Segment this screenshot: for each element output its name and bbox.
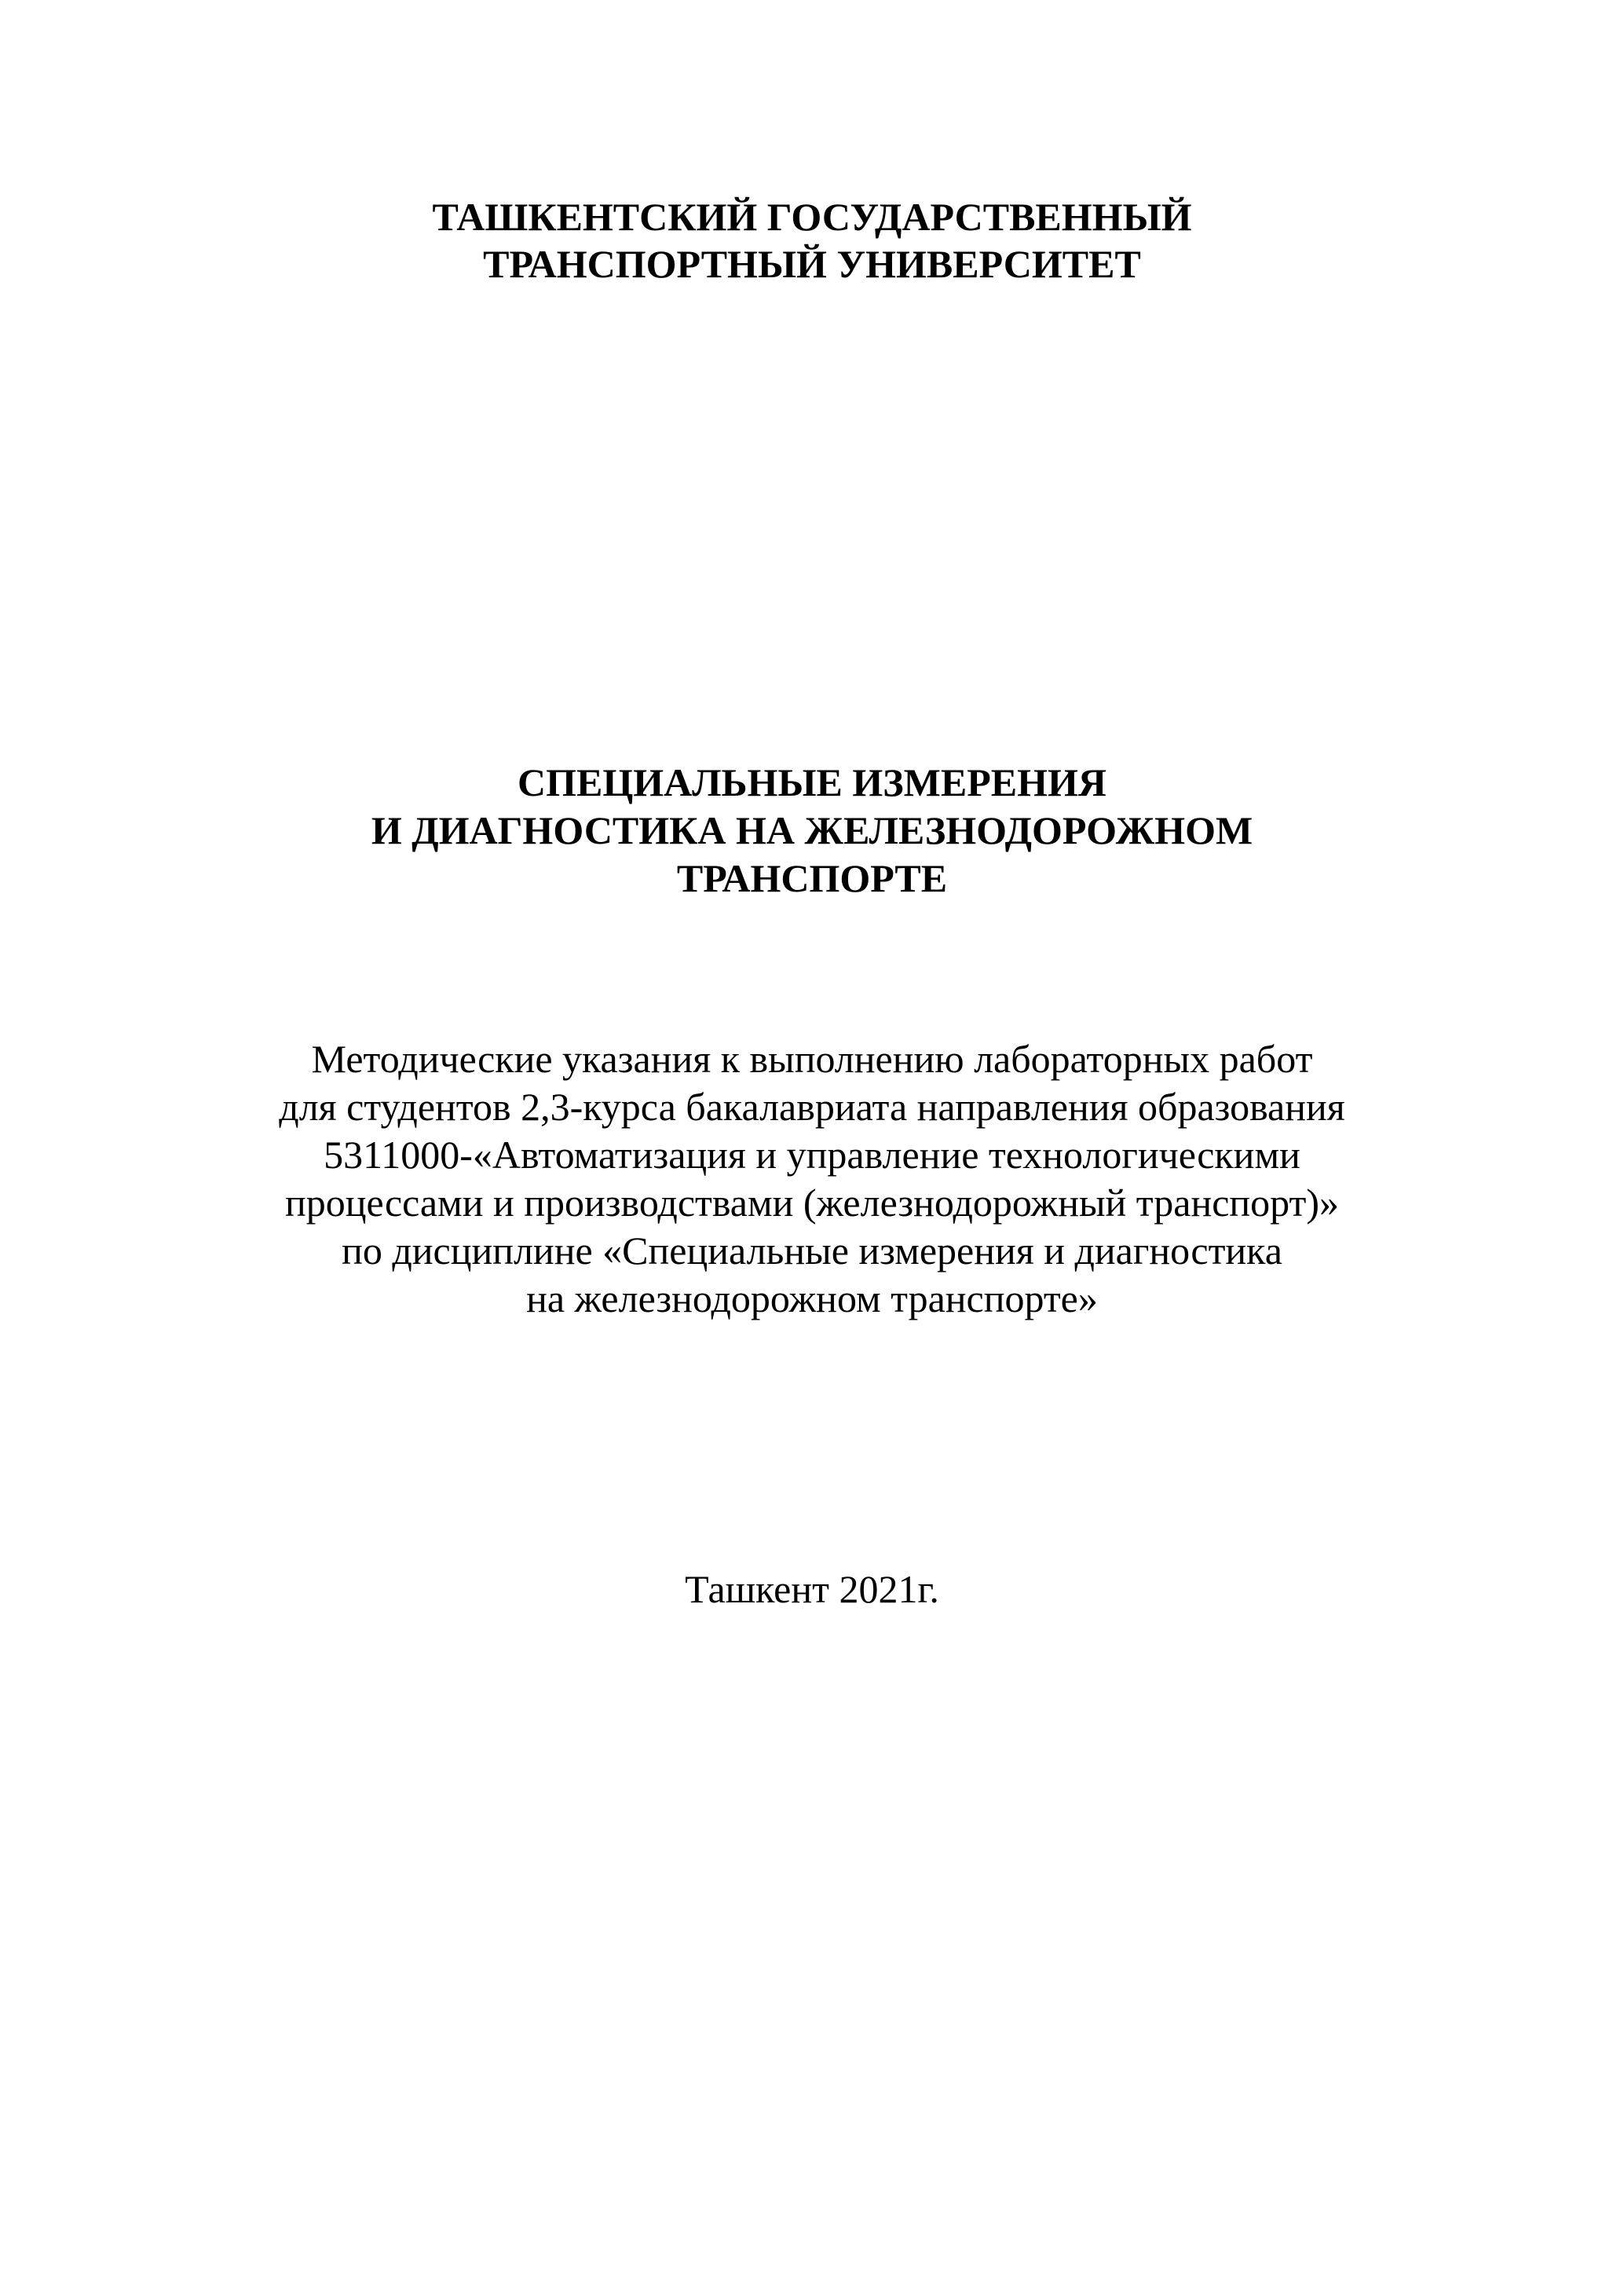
description-line: 5311000-«Автоматизация и управление технологическими	[324, 1133, 1300, 1177]
description-line: процессами и производствами (железнодорожный транспорт)»	[284, 1181, 1340, 1225]
document-title	[0, 759, 1624, 903]
description-line: по дисциплине «Специальные измерения и диагностика	[342, 1229, 1282, 1273]
description-line: для студентов 2,3-курса бакалавриата направления образования	[279, 1085, 1345, 1129]
city-year	[0, 1565, 1624, 1613]
document-title-line: ТРАНСПОРТЕ	[676, 856, 948, 900]
city-year-text: Ташкент 2021г.	[685, 1567, 939, 1611]
description-line: Методические указания к выполнению лабораторных работ	[311, 1037, 1313, 1081]
university-name-line: ТАШКЕНТСКИЙ ГОСУДАРСТВЕННЫЙ	[432, 195, 1192, 239]
document-title-line: И ДИАГНОСТИКА НА ЖЕЛЕЗНОДОРОЖНОМ	[371, 808, 1253, 852]
university-name	[0, 193, 1624, 287]
document-description	[0, 1035, 1624, 1323]
description-line: на железнодорожном транспорте»	[526, 1276, 1098, 1320]
university-name-line: ТРАНСПОРТНЫЙ УНИВЕРСИТЕТ	[483, 242, 1141, 286]
document-title-line: СПЕЦИАЛЬНЫЕ ИЗМЕРЕНИЯ	[518, 760, 1106, 804]
